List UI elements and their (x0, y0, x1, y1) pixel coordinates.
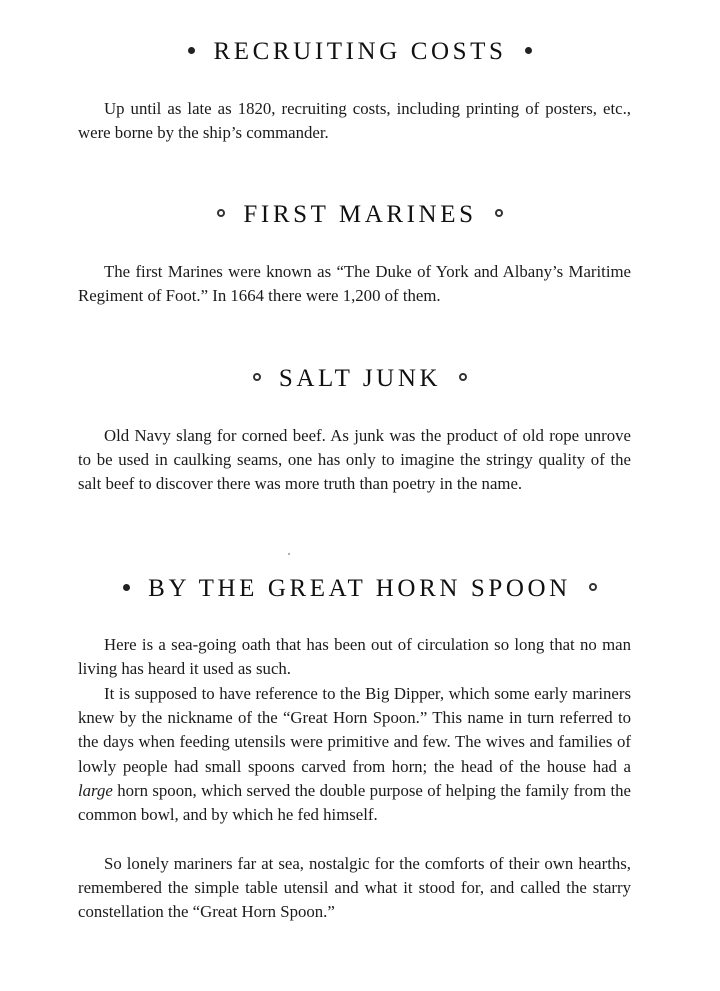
section-heading (0, 201, 720, 229)
section-heading (0, 365, 720, 393)
paragraph-text: It is supposed to have reference to the Big Dipper, which some early mariners knew by the nickname of the “Great Horn Spoon.” This name in turn referred to the days when feeding utensils were primitive and few. The wives and families of lowly people had small spoons carved from horn; the head of the house had a (78, 684, 631, 776)
paragraph (78, 682, 631, 827)
bullet-icon (253, 373, 261, 381)
section-great-horn-spoon (0, 575, 720, 603)
print-speck (288, 553, 290, 555)
bullet-icon (459, 373, 467, 381)
paragraph: Here is a sea-going oath that has been out of circulation so long that no man living has heard it used as such. (78, 635, 631, 679)
paragraph-text: horn spoon, which served the double purpose of helping the family from the common bowl, and by which he fed himself. (78, 780, 631, 825)
bullet-icon (188, 47, 195, 54)
emphasized-word: large (78, 780, 113, 800)
heading-text: SALT JUNK (278, 365, 442, 392)
paragraph: The first Marines were known as “The Duke of York and Albany’s Maritime Regiment of Foot.” In 1664 there were 1,200 of them. (78, 262, 631, 306)
heading-text: RECRUITING COSTS (213, 38, 507, 65)
section-heading (0, 575, 720, 603)
bullet-icon (217, 209, 225, 217)
heading-text: BY THE GREAT HORN SPOON (148, 575, 571, 602)
bullet-icon (123, 584, 130, 591)
paragraph: So lonely mariners far at sea, nostalgic for the comforts of their own hearths, remembered the simple table utensil and what it stood for, and called the starry constellation the “Great Horn Spoon.” (78, 854, 631, 922)
heading-text: FIRST MARINES (243, 201, 477, 228)
section-salt-junk (0, 365, 720, 393)
bullet-icon (495, 209, 503, 217)
bullet-icon (525, 47, 532, 54)
bullet-icon (589, 583, 597, 591)
paragraph: Up until as late as 1820, recruiting costs, including printing of posters, etc., were borne by the ship’s commander. (78, 99, 631, 143)
section-first-marines (0, 201, 720, 229)
paragraph: Old Navy slang for corned beef. As junk was the product of old rope unrove to be used in caulking seams, one has only to imagine the stringy quality of the salt beef to discover there was more truth than poetry in the name. (78, 426, 631, 494)
section-recruiting-costs (0, 38, 720, 66)
section-heading (0, 38, 720, 66)
